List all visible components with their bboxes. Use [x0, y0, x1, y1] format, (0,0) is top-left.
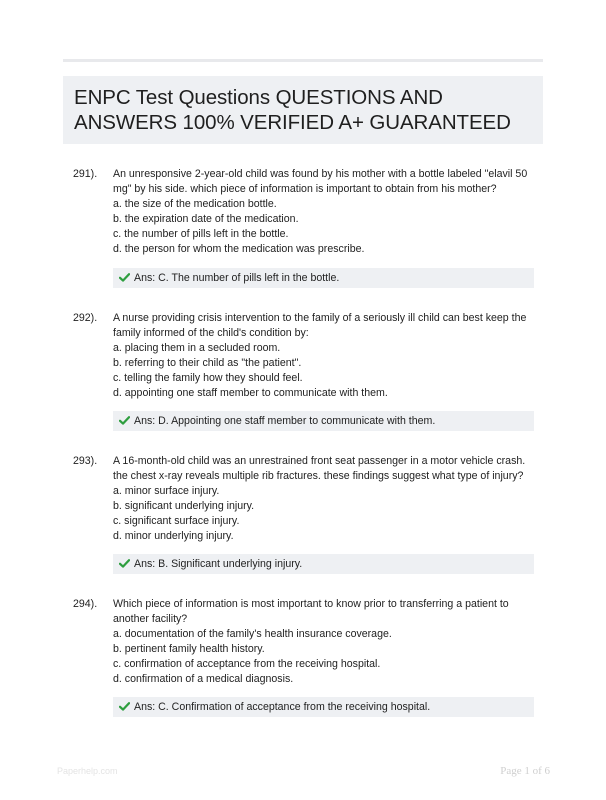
- answer-box: [113, 554, 534, 574]
- option-d: d. confirmation of a medical diagnosis.: [113, 673, 294, 685]
- page-indicator: Page 1 of 6: [500, 765, 550, 777]
- question-body: [113, 311, 538, 401]
- question-item: [73, 167, 538, 291]
- option-d: d. minor underlying injury.: [113, 530, 234, 542]
- option-c: c. the number of pills left in the bottle.: [113, 228, 289, 240]
- question-text: An unresponsive 2-year-old child was found by his mother with a bottle labeled "elavil 50 mg" by his side. which piece of information is important to obtain from his mother?: [113, 168, 528, 195]
- question-number: 292).: [73, 312, 98, 324]
- question-number: 294).: [73, 598, 98, 610]
- answer-box: [113, 268, 534, 288]
- option-c: c. telling the family how they should feel.: [113, 372, 303, 384]
- check-icon: [119, 416, 130, 425]
- question-text: Which piece of information is most important to know prior to transferring a patient to another facility?: [113, 598, 509, 625]
- option-b: b. pertinent family health history.: [113, 643, 265, 655]
- answer-text: Ans: C. The number of pills left in the bottle.: [134, 272, 340, 284]
- question-text: A nurse providing crisis intervention to the family of a seriously ill child can best keep the family informed of the child's condition by:: [113, 312, 527, 339]
- answer-box: [113, 697, 534, 717]
- answer-box: [113, 411, 534, 431]
- question-body: [113, 167, 538, 257]
- option-b: b. the expiration date of the medication.: [113, 213, 299, 225]
- question-body: [113, 597, 538, 687]
- question-item: [73, 454, 538, 578]
- question-item: [73, 597, 538, 721]
- option-b: b. significant underlying injury.: [113, 500, 255, 512]
- answer-text: Ans: C. Confirmation of acceptance from the receiving hospital.: [134, 701, 431, 713]
- check-icon: [119, 702, 130, 711]
- question-text: A 16-month-old child was an unrestrained front seat passenger in a motor vehicle crash. the chest x-ray reveals multiple rib fractures. these findings suggest what type of injury?: [113, 455, 526, 482]
- question-item: [73, 311, 538, 435]
- option-a: a. minor surface injury.: [113, 485, 220, 497]
- question-body: [113, 454, 538, 544]
- question-number: 293).: [73, 455, 98, 467]
- title-banner: [63, 76, 543, 144]
- footer-watermark: Paperhelp.com: [57, 766, 118, 776]
- answer-text: Ans: B. Significant underlying injury.: [134, 558, 303, 570]
- top-divider: [63, 59, 543, 62]
- option-a: a. placing them in a secluded room.: [113, 342, 281, 354]
- check-icon: [119, 273, 130, 282]
- option-c: c. confirmation of acceptance from the receiving hospital.: [113, 658, 381, 670]
- answer-text: Ans: D. Appointing one staff member to communicate with them.: [134, 415, 436, 427]
- check-icon: [119, 559, 130, 568]
- question-number: 291).: [73, 168, 98, 180]
- option-d: d. the person for whom the medication was prescribe.: [113, 243, 365, 255]
- option-d: d. appointing one staff member to communicate with them.: [113, 387, 388, 399]
- document-title: ENPC Test Questions QUESTIONS AND ANSWERS 100% VERIFIED A+ GUARANTEED: [74, 86, 511, 134]
- option-c: c. significant surface injury.: [113, 515, 240, 527]
- option-a: a. the size of the medication bottle.: [113, 198, 277, 210]
- option-a: a. documentation of the family's health insurance coverage.: [113, 628, 392, 640]
- option-b: b. referring to their child as "the patient".: [113, 357, 302, 369]
